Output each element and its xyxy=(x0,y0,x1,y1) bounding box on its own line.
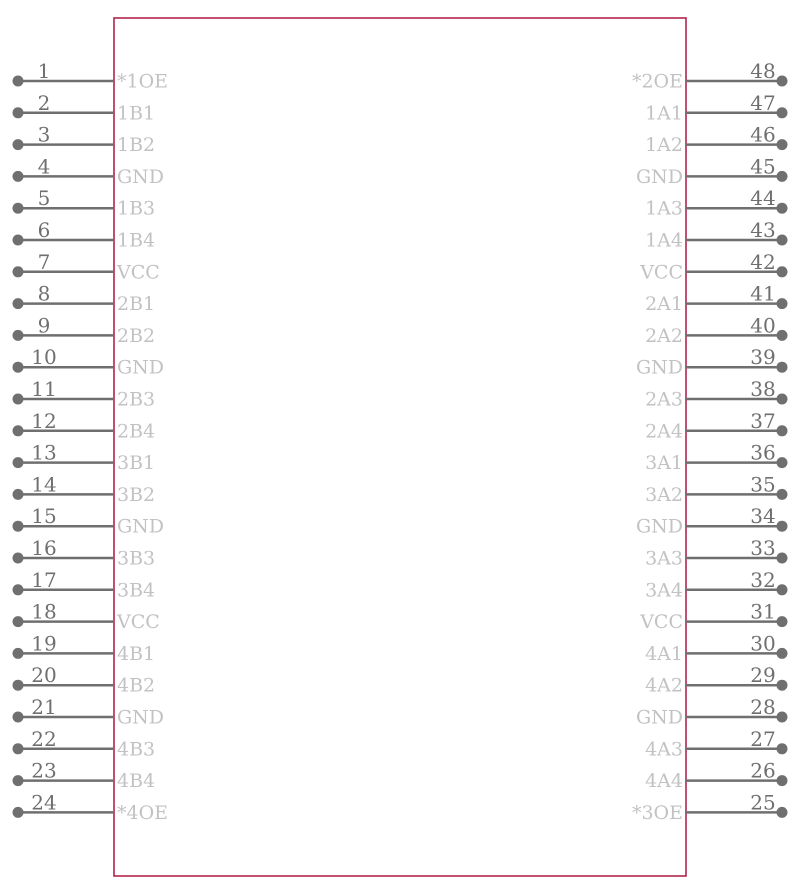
pin-name-label: 3A3 xyxy=(645,547,683,570)
pin-name-label: GND xyxy=(117,356,165,379)
left-pin xyxy=(13,759,156,793)
pin-end-dot xyxy=(13,553,24,564)
left-pin xyxy=(13,186,156,220)
pin-name-label: 3B1 xyxy=(117,452,156,475)
pin-number: 9 xyxy=(37,313,51,338)
pin-end-dot xyxy=(777,775,788,786)
pin-end-dot xyxy=(13,743,24,754)
pin-end-dot xyxy=(13,425,24,436)
pin-name-label: *1OE xyxy=(117,70,169,93)
right-pin xyxy=(636,154,788,188)
pin-end-dot xyxy=(13,584,24,595)
left-pin xyxy=(13,472,156,506)
pin-number: 17 xyxy=(31,567,57,592)
pin-end-dot xyxy=(777,362,788,373)
pin-number: 20 xyxy=(31,663,57,688)
pin-end-dot xyxy=(777,680,788,691)
pin-end-dot xyxy=(13,298,24,309)
pin-name-label: 2B2 xyxy=(117,324,156,347)
pin-number: 28 xyxy=(750,695,776,719)
pin-end-dot xyxy=(777,139,788,150)
pin-number: 15 xyxy=(31,504,57,529)
pin-end-dot xyxy=(13,76,24,87)
pin-name-label: 2B4 xyxy=(117,420,156,443)
pin-name-label: VCC xyxy=(117,611,160,634)
pin-end-dot xyxy=(777,712,788,723)
pin-number: 6 xyxy=(37,218,51,242)
pin-number: 41 xyxy=(750,281,776,306)
pin-name-label: VCC xyxy=(640,611,683,634)
right-pin xyxy=(639,250,787,284)
pin-name-label: VCC xyxy=(640,261,683,284)
pin-name-label: 2A4 xyxy=(645,420,683,443)
pin-number: 24 xyxy=(31,790,57,815)
right-pin xyxy=(645,91,787,125)
pin-name-label: VCC xyxy=(117,261,160,284)
pin-name-label: 3A1 xyxy=(645,452,683,475)
pin-number: 33 xyxy=(750,536,776,560)
pin-name-label: 4B1 xyxy=(117,642,156,665)
ic-body-outline xyxy=(114,18,686,876)
pin-end-dot xyxy=(777,553,788,564)
pin-name-label: 3B2 xyxy=(117,483,156,506)
pin-end-dot xyxy=(777,521,788,532)
right-pin xyxy=(645,536,787,570)
pin-name-label: 2A2 xyxy=(645,324,683,347)
pin-name-label: *4OE xyxy=(117,801,169,824)
left-pin xyxy=(13,663,156,697)
left-pin xyxy=(13,441,156,475)
left-pin xyxy=(13,695,165,729)
pin-name-label: GND xyxy=(117,165,165,188)
pin-end-dot xyxy=(777,584,788,595)
pin-name-label: 1B2 xyxy=(117,134,156,157)
pin-name-label: 3A2 xyxy=(645,483,683,506)
pin-number: 37 xyxy=(750,408,776,433)
pin-end-dot xyxy=(777,743,788,754)
pin-number: 25 xyxy=(750,790,776,815)
pin-end-dot xyxy=(777,266,788,277)
pin-number: 30 xyxy=(750,631,776,656)
pin-name-label: 4A4 xyxy=(645,770,683,793)
right-pin xyxy=(632,790,788,824)
right-pin xyxy=(645,759,787,793)
pin-number: 48 xyxy=(750,59,776,83)
pin-end-dot xyxy=(777,235,788,246)
left-pin xyxy=(13,250,160,284)
left-pin xyxy=(13,282,156,316)
pin-number: 38 xyxy=(750,377,776,401)
pin-end-dot xyxy=(777,330,788,341)
right-pin xyxy=(645,631,787,665)
pin-number: 23 xyxy=(31,758,57,783)
pin-name-label: 1B3 xyxy=(117,197,156,220)
pin-number: 44 xyxy=(750,186,776,211)
pin-name-label: 4A3 xyxy=(645,738,683,761)
pin-number: 32 xyxy=(750,567,776,592)
pin-number: 47 xyxy=(750,90,776,115)
pin-number: 12 xyxy=(31,408,57,433)
left-pin xyxy=(13,91,156,125)
right-pin xyxy=(636,504,788,538)
pin-name-label: 1A2 xyxy=(645,134,683,157)
pin-end-dot xyxy=(13,266,24,277)
left-pin xyxy=(13,377,156,411)
pin-end-dot xyxy=(777,457,788,468)
pin-end-dot xyxy=(13,489,24,500)
left-pin xyxy=(13,59,169,93)
left-pin xyxy=(13,218,156,252)
pin-number: 4 xyxy=(37,154,51,179)
pin-number: 42 xyxy=(750,249,776,274)
pin-name-label: 4A1 xyxy=(645,642,683,665)
pin-name-label: 1A4 xyxy=(645,229,683,252)
pin-end-dot xyxy=(777,425,788,436)
pin-end-dot xyxy=(13,457,24,468)
pin-name-label: GND xyxy=(635,706,683,729)
pin-name-label: 1A3 xyxy=(645,197,683,220)
left-pin xyxy=(13,727,156,761)
left-pin xyxy=(13,600,160,634)
left-pin-group xyxy=(13,59,169,824)
right-pin xyxy=(639,600,787,634)
pin-number: 35 xyxy=(750,472,776,497)
left-pin xyxy=(13,345,165,379)
pin-number: 7 xyxy=(37,249,51,274)
right-pin xyxy=(645,441,787,475)
right-pin xyxy=(645,282,787,316)
right-pin xyxy=(645,727,787,761)
pin-name-label: 2B1 xyxy=(117,293,156,316)
left-pin xyxy=(13,790,169,824)
pin-number: 27 xyxy=(750,726,776,751)
pin-number: 39 xyxy=(750,345,776,370)
pin-name-label: GND xyxy=(635,515,683,538)
pin-number: 43 xyxy=(750,218,776,242)
pin-number: 31 xyxy=(750,599,776,624)
pin-end-dot xyxy=(777,107,788,118)
pin-end-dot xyxy=(13,394,24,405)
right-pin xyxy=(645,186,787,220)
right-pin xyxy=(645,472,787,506)
pin-number: 19 xyxy=(31,631,57,656)
pin-number: 3 xyxy=(37,122,51,147)
pin-number: 21 xyxy=(31,695,57,719)
left-pin xyxy=(13,409,156,443)
pin-number: 46 xyxy=(750,122,776,147)
pin-name-label: 3B4 xyxy=(117,579,156,602)
pin-name-label: 3B3 xyxy=(117,547,156,570)
right-pin xyxy=(645,218,787,252)
pin-number: 18 xyxy=(31,599,57,624)
pin-name-label: GND xyxy=(117,515,165,538)
left-pin xyxy=(13,504,165,538)
right-pin xyxy=(645,409,787,443)
pin-number: 26 xyxy=(750,758,776,783)
pin-end-dot xyxy=(13,171,24,182)
pin-end-dot xyxy=(777,648,788,659)
pin-name-label: 4A2 xyxy=(645,674,683,697)
pin-name-label: 1A1 xyxy=(645,102,683,125)
pin-end-dot xyxy=(777,394,788,405)
pin-end-dot xyxy=(777,76,788,87)
pin-end-dot xyxy=(13,521,24,532)
pin-end-dot xyxy=(777,171,788,182)
pin-end-dot xyxy=(13,139,24,150)
pin-number: 36 xyxy=(750,440,776,465)
pin-name-label: GND xyxy=(117,706,165,729)
pin-number: 10 xyxy=(31,345,57,370)
pin-name-label: 2B3 xyxy=(117,388,156,411)
pin-end-dot xyxy=(13,712,24,723)
pin-number: 11 xyxy=(31,377,57,401)
pin-end-dot xyxy=(13,235,24,246)
pin-number: 16 xyxy=(31,536,57,560)
pin-name-label: 4B3 xyxy=(117,738,156,761)
pin-number: 34 xyxy=(750,504,776,529)
right-pin xyxy=(645,377,787,411)
pin-name-label: 1B1 xyxy=(117,102,156,125)
pin-end-dot xyxy=(777,298,788,309)
pin-name-label: GND xyxy=(635,165,683,188)
pin-end-dot xyxy=(13,775,24,786)
left-pin xyxy=(13,568,156,602)
right-pin xyxy=(645,568,787,602)
pin-end-dot xyxy=(13,807,24,818)
left-pin xyxy=(13,123,156,157)
pin-end-dot xyxy=(13,680,24,691)
pin-end-dot xyxy=(777,807,788,818)
pin-name-label: 4B2 xyxy=(117,674,156,697)
right-pin xyxy=(636,345,788,379)
left-pin xyxy=(13,536,156,570)
pin-number: 5 xyxy=(37,186,51,211)
pin-name-label: 2A3 xyxy=(645,388,683,411)
pin-name-label: 2A1 xyxy=(645,293,683,316)
pin-end-dot xyxy=(13,107,24,118)
pin-number: 13 xyxy=(31,440,57,465)
pin-end-dot xyxy=(777,616,788,627)
pin-number: 8 xyxy=(37,281,51,306)
pin-end-dot xyxy=(777,489,788,500)
pin-name-label: 1B4 xyxy=(117,229,156,252)
pin-number: 14 xyxy=(31,472,57,497)
pin-number: 29 xyxy=(750,663,776,688)
pin-end-dot xyxy=(13,203,24,214)
pin-name-label: *3OE xyxy=(631,801,683,824)
right-pin-group xyxy=(632,59,788,824)
pin-name-label: GND xyxy=(635,356,683,379)
left-pin xyxy=(13,154,165,188)
left-pin xyxy=(13,313,156,347)
right-pin xyxy=(632,59,788,93)
pin-name-label: 3A4 xyxy=(645,579,683,602)
pin-number: 1 xyxy=(37,59,51,83)
pin-number: 40 xyxy=(750,313,776,338)
pin-end-dot xyxy=(13,362,24,373)
pin-end-dot xyxy=(777,203,788,214)
left-pin xyxy=(13,631,156,665)
pin-name-label: 4B4 xyxy=(117,770,156,793)
pin-end-dot xyxy=(13,330,24,341)
right-pin xyxy=(645,123,787,157)
pin-number: 45 xyxy=(750,154,776,179)
pin-end-dot xyxy=(13,616,24,627)
pin-name-label: *2OE xyxy=(631,70,683,93)
pin-number: 2 xyxy=(37,90,51,115)
right-pin xyxy=(645,313,787,347)
right-pin xyxy=(645,663,787,697)
pin-end-dot xyxy=(13,648,24,659)
pin-number: 22 xyxy=(31,726,57,751)
right-pin xyxy=(636,695,788,729)
